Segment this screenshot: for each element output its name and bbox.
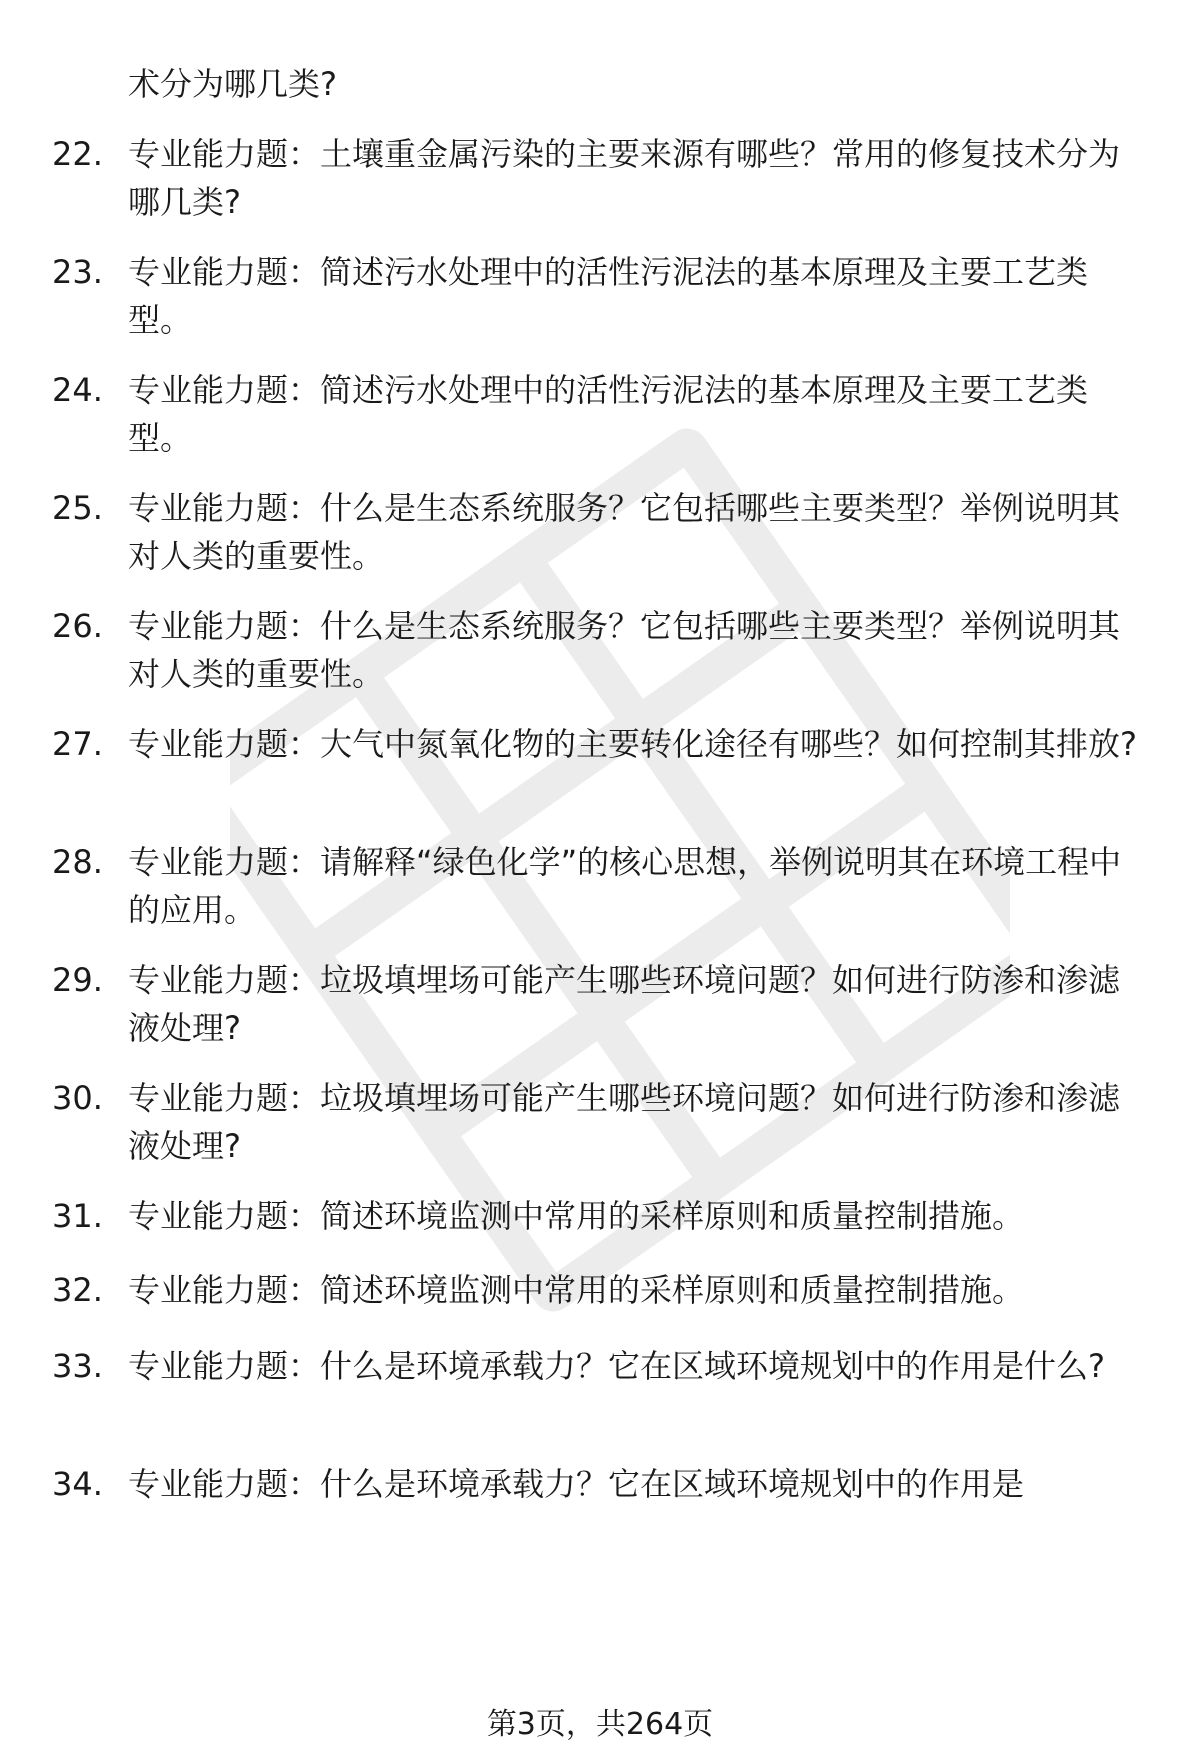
question-number: 29. — [52, 961, 103, 999]
question-number: 24. — [52, 371, 103, 409]
question-text: 专业能力题：什么是生态系统服务？它包括哪些主要类型？举例说明其对人类的重要性。 — [128, 489, 1121, 575]
page-footer: 第3页，共264页 — [486, 1707, 714, 1742]
question-text: 专业能力题：土壤重金属污染的主要来源有哪些？常用的修复技术分为哪几类? — [128, 135, 1121, 221]
question-number: 23. — [52, 253, 103, 291]
question-text: 专业能力题：垃圾填埋场可能产生哪些环境问题？如何进行防渗和渗滤液处理? — [128, 961, 1121, 1047]
question-item — [52, 602, 1142, 698]
question-text: 专业能力题：什么是生态系统服务？它包括哪些主要类型？举例说明其对人类的重要性。 — [128, 607, 1121, 693]
question-text: 专业能力题：简述污水处理中的活性污泥法的基本原理及主要工艺类型。 — [128, 253, 1089, 339]
question-number: 33. — [52, 1347, 103, 1385]
question-item — [52, 130, 1142, 226]
question-text: 专业能力题：简述环境监测中常用的采样原则和质量控制措施。 — [128, 1197, 1025, 1235]
question-number: 31. — [52, 1197, 103, 1235]
question-number: 32. — [52, 1271, 103, 1309]
question-item — [52, 1192, 1142, 1240]
question-number: 22. — [52, 135, 103, 173]
question-item — [52, 956, 1142, 1052]
question-number: 25. — [52, 489, 103, 527]
question-item — [52, 720, 1142, 768]
question-item — [52, 1460, 1142, 1508]
question-item — [52, 1074, 1142, 1170]
question-text: 专业能力题：大气中氮氧化物的主要转化途径有哪些？如何控制其排放? — [128, 725, 1137, 763]
question-text: 专业能力题：简述环境监测中常用的采样原则和质量控制措施。 — [128, 1271, 1025, 1309]
question-number: 30. — [52, 1079, 103, 1117]
question-number: 28. — [52, 843, 103, 881]
question-text: 专业能力题：垃圾填埋场可能产生哪些环境问题？如何进行防渗和渗滤液处理? — [128, 1079, 1121, 1165]
question-item — [52, 248, 1142, 344]
question-text: 专业能力题：请解释“绿色化学”的核心思想，举例说明其在环境工程中的应用。 — [128, 843, 1122, 929]
question-number: 27. — [52, 725, 103, 763]
question-item — [52, 366, 1142, 462]
question-item — [52, 484, 1142, 580]
question-item — [52, 838, 1142, 934]
question-item — [52, 1342, 1142, 1390]
question-item — [52, 1266, 1142, 1314]
continuation-text: 术分为哪几类? — [128, 65, 337, 103]
question-text: 专业能力题：什么是环境承载力？它在区域环境规划中的作用是什么? — [128, 1347, 1105, 1385]
question-text: 专业能力题：简述污水处理中的活性污泥法的基本原理及主要工艺类型。 — [128, 371, 1089, 457]
question-number: 34. — [52, 1465, 103, 1503]
question-text: 专业能力题：什么是环境承载力？它在区域环境规划中的作用是 — [128, 1465, 1025, 1503]
question-number: 26. — [52, 607, 103, 645]
